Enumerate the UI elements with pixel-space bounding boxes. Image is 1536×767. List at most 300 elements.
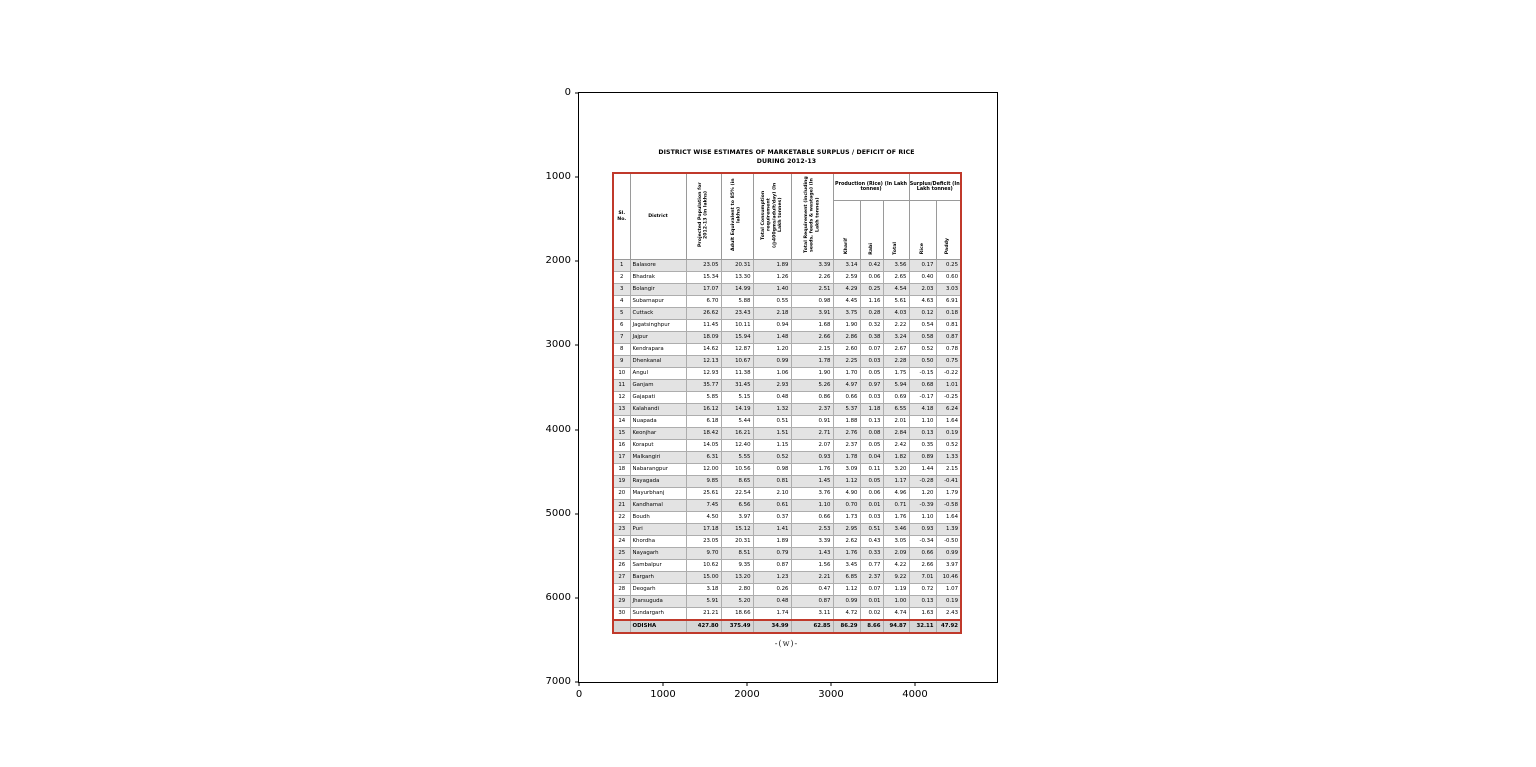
col-header-adult-equivalent: Adult Equivalent to 85% (in lakhs) [721, 173, 753, 259]
district-cell: Nuapada [630, 415, 686, 427]
col-group-production: Production (Rice) (In Lakh tonnes) [833, 173, 909, 201]
value-cell: 1.12 [833, 475, 860, 487]
value-cell: 0.98 [753, 463, 791, 475]
district-cell: Bolangir [630, 283, 686, 295]
table-row [613, 487, 961, 499]
value-cell: 1.78 [833, 451, 860, 463]
value-cell: 3.11 [791, 607, 833, 620]
value-cell: 0.05 [860, 475, 883, 487]
value-cell: 9 [613, 355, 630, 367]
y-tick-label: 7000 [545, 676, 571, 687]
value-cell: 0.05 [860, 439, 883, 451]
value-cell: 0.52 [936, 439, 961, 451]
value-cell: 5.20 [721, 595, 753, 607]
value-cell: 14 [613, 415, 630, 427]
rice-surplus-table [612, 172, 962, 633]
y-tick-mark [575, 93, 579, 94]
value-cell: 0.75 [936, 355, 961, 367]
value-cell: 0.66 [833, 391, 860, 403]
value-cell: 2.42 [883, 439, 909, 451]
x-tick-label: 2000 [734, 689, 760, 700]
value-cell: 3.03 [936, 283, 961, 295]
value-cell: 9.22 [883, 571, 909, 583]
value-cell: 1.64 [936, 415, 961, 427]
district-cell: Sundargarh [630, 607, 686, 620]
value-cell: 0.66 [791, 511, 833, 523]
value-cell: 94.87 [883, 620, 909, 633]
value-cell: 0.07 [860, 583, 883, 595]
value-cell: 0.79 [753, 547, 791, 559]
value-cell: 0.98 [791, 295, 833, 307]
value-cell: 1.10 [909, 511, 936, 523]
value-cell: 62.85 [791, 620, 833, 633]
district-cell: Gajapati [630, 391, 686, 403]
district-cell: Kalahandi [630, 403, 686, 415]
value-cell: 34.99 [753, 620, 791, 633]
col-header-district: District [630, 173, 686, 259]
scanned-document [612, 149, 961, 648]
value-cell: 4.03 [883, 307, 909, 319]
value-cell: 12.40 [721, 439, 753, 451]
y-tick-mark [575, 513, 579, 514]
document-title-line2: DURING 2012-13 [756, 157, 817, 165]
value-cell: 0.43 [860, 535, 883, 547]
value-cell: 0.26 [753, 583, 791, 595]
y-tick-mark [575, 177, 579, 178]
district-cell: ODISHA [630, 620, 686, 633]
value-cell: 4 [613, 295, 630, 307]
value-cell: 11.38 [721, 367, 753, 379]
value-cell: 2.86 [833, 331, 860, 343]
value-cell: 0.11 [860, 463, 883, 475]
value-cell: 4.54 [883, 283, 909, 295]
table-row [613, 583, 961, 595]
value-cell: 0.87 [753, 559, 791, 571]
value-cell: 1.44 [909, 463, 936, 475]
value-cell: 25.61 [686, 487, 721, 499]
value-cell: 12.00 [686, 463, 721, 475]
value-cell: 23.05 [686, 259, 721, 271]
table-row [613, 475, 961, 487]
value-cell: 0.51 [753, 415, 791, 427]
value-cell: 12.93 [686, 367, 721, 379]
value-cell: 0.87 [791, 595, 833, 607]
value-cell: 0.07 [860, 343, 883, 355]
value-cell: 0.91 [791, 415, 833, 427]
value-cell: 2.93 [753, 379, 791, 391]
value-cell: 0.13 [860, 415, 883, 427]
district-cell: Balasore [630, 259, 686, 271]
col-header-rabi: Rabi [860, 201, 883, 259]
value-cell: 0.93 [909, 523, 936, 535]
value-cell: 4.96 [883, 487, 909, 499]
value-cell: 2.62 [833, 535, 860, 547]
value-cell: -0.58 [936, 499, 961, 511]
value-cell: 9.35 [721, 559, 753, 571]
district-cell: Nayagarh [630, 547, 686, 559]
value-cell: 25 [613, 547, 630, 559]
value-cell: 6.70 [686, 295, 721, 307]
value-cell: 0.52 [909, 343, 936, 355]
district-cell: Bargarh [630, 571, 686, 583]
value-cell: 0.54 [909, 319, 936, 331]
value-cell: 23.43 [721, 307, 753, 319]
value-cell: -0.22 [936, 367, 961, 379]
value-cell: 1.16 [860, 295, 883, 307]
district-cell: Malkangiri [630, 451, 686, 463]
value-cell: 2.01 [883, 415, 909, 427]
value-cell: 30 [613, 607, 630, 620]
value-cell: 1.75 [883, 367, 909, 379]
value-cell: 1.90 [791, 367, 833, 379]
value-cell: 0.35 [909, 439, 936, 451]
col-header-population: Projected Population for 2012-13 (in lakhs) [686, 173, 721, 259]
value-cell: 31.45 [721, 379, 753, 391]
x-tick-mark [579, 682, 580, 686]
value-cell: 0.97 [860, 379, 883, 391]
value-cell: 0.48 [753, 595, 791, 607]
x-tick-label: 3000 [818, 689, 844, 700]
value-cell: 1.20 [909, 487, 936, 499]
y-tick-mark [575, 597, 579, 598]
document-title-line1: DISTRICT WISE ESTIMATES OF MARKETABLE SURPLUS / DEFICIT OF RICE [658, 149, 915, 156]
value-cell: 0.77 [860, 559, 883, 571]
col-header-requirement: Total Requirement (including seeds, feeds & wastage) (In Lakh tonnes) [791, 173, 833, 259]
value-cell: 3.18 [686, 583, 721, 595]
district-cell: Deogarh [630, 583, 686, 595]
footnote-mark: -(w)- [774, 638, 799, 648]
value-cell: 1.32 [753, 403, 791, 415]
value-cell: 0.86 [791, 391, 833, 403]
x-tick-label: 4000 [902, 689, 928, 700]
value-cell: 13 [613, 403, 630, 415]
document-title [612, 149, 961, 166]
value-cell: 5.91 [686, 595, 721, 607]
value-cell: 1.64 [936, 511, 961, 523]
table-row [613, 559, 961, 571]
value-cell: 2.71 [791, 427, 833, 439]
value-cell: 2.66 [909, 559, 936, 571]
value-cell: 0.70 [833, 499, 860, 511]
value-cell: 3.76 [791, 487, 833, 499]
table-row [613, 319, 961, 331]
value-cell: 14.05 [686, 439, 721, 451]
value-cell: 4.74 [883, 607, 909, 620]
value-cell: 13.30 [721, 271, 753, 283]
value-cell: 3.97 [936, 559, 961, 571]
value-cell: 22.54 [721, 487, 753, 499]
value-cell: 27 [613, 571, 630, 583]
value-cell: -0.41 [936, 475, 961, 487]
value-cell: 0.69 [883, 391, 909, 403]
value-cell: 1.00 [883, 595, 909, 607]
value-cell: 0.28 [860, 307, 883, 319]
value-cell: 23 [613, 523, 630, 535]
value-cell: 17.18 [686, 523, 721, 535]
value-cell: 16 [613, 439, 630, 451]
y-tick-label: 5000 [545, 507, 571, 519]
value-cell: 1.68 [791, 319, 833, 331]
value-cell: 28 [613, 583, 630, 595]
value-cell: 5 [613, 307, 630, 319]
value-cell: 1.76 [883, 511, 909, 523]
value-cell: 9.85 [686, 475, 721, 487]
value-cell: 1.41 [753, 523, 791, 535]
value-cell: 0.04 [860, 451, 883, 463]
value-cell: 26.62 [686, 307, 721, 319]
value-cell: 0.52 [753, 451, 791, 463]
district-cell: Boudh [630, 511, 686, 523]
value-cell: 0.72 [909, 583, 936, 595]
value-cell: 0.01 [860, 595, 883, 607]
value-cell: 0.40 [909, 271, 936, 283]
value-cell: 32.11 [909, 620, 936, 633]
value-cell: 0.37 [753, 511, 791, 523]
table-row [613, 535, 961, 547]
value-cell: 1.19 [883, 583, 909, 595]
value-cell: -0.28 [909, 475, 936, 487]
value-cell: 0.03 [860, 355, 883, 367]
value-cell: 2.76 [833, 427, 860, 439]
value-cell: 86.29 [833, 620, 860, 633]
value-cell: 3.14 [833, 259, 860, 271]
value-cell: 2.95 [833, 523, 860, 535]
value-cell: 1 [613, 259, 630, 271]
value-cell: 0.25 [936, 259, 961, 271]
value-cell: 0.58 [909, 331, 936, 343]
y-tick-mark [575, 429, 579, 430]
value-cell: 2.65 [883, 271, 909, 283]
value-cell: 0.02 [860, 607, 883, 620]
value-cell: 10.67 [721, 355, 753, 367]
value-cell: 29 [613, 595, 630, 607]
value-cell: 14.19 [721, 403, 753, 415]
value-cell [613, 620, 630, 633]
district-cell: Dhenkanal [630, 355, 686, 367]
value-cell: 19 [613, 475, 630, 487]
value-cell: -0.17 [909, 391, 936, 403]
value-cell: 1.18 [860, 403, 883, 415]
value-cell: 0.81 [936, 319, 961, 331]
value-cell: 26 [613, 559, 630, 571]
table-row [613, 607, 961, 620]
value-cell: 17.07 [686, 283, 721, 295]
value-cell: 0.06 [860, 487, 883, 499]
value-cell: 2.80 [721, 583, 753, 595]
table-row [613, 523, 961, 535]
value-cell: 375.49 [721, 620, 753, 633]
value-cell: 1.10 [791, 499, 833, 511]
value-cell: 2.18 [753, 307, 791, 319]
value-cell: 0.93 [791, 451, 833, 463]
x-tick-mark [663, 682, 664, 686]
value-cell: 3.45 [833, 559, 860, 571]
col-header-consumption: Total Consumption requirement (@400gms/adult/day) (In Lakh tonnes) [753, 173, 791, 259]
value-cell: 5.44 [721, 415, 753, 427]
table-row [613, 259, 961, 271]
value-cell: 0.17 [909, 259, 936, 271]
value-cell: 1.07 [936, 583, 961, 595]
value-cell: 7 [613, 331, 630, 343]
district-cell: Mayurbhanj [630, 487, 686, 499]
value-cell: 0.48 [753, 391, 791, 403]
value-cell: 2.43 [936, 607, 961, 620]
value-cell: 0.05 [860, 367, 883, 379]
value-cell: 15.94 [721, 331, 753, 343]
value-cell: 0.19 [936, 427, 961, 439]
table-row [613, 595, 961, 607]
value-cell: 2.51 [791, 283, 833, 295]
value-cell: 3.56 [883, 259, 909, 271]
value-cell: 35.77 [686, 379, 721, 391]
table-row [613, 415, 961, 427]
value-cell: 5.55 [721, 451, 753, 463]
value-cell: 4.22 [883, 559, 909, 571]
value-cell: 1.23 [753, 571, 791, 583]
value-cell: 5.94 [883, 379, 909, 391]
value-cell: 1.74 [753, 607, 791, 620]
table-body [613, 259, 961, 620]
value-cell: -0.50 [936, 535, 961, 547]
district-cell: Rayagada [630, 475, 686, 487]
x-tick-mark [915, 682, 916, 686]
table-row [613, 547, 961, 559]
value-cell: 5.37 [833, 403, 860, 415]
value-cell: 14.62 [686, 343, 721, 355]
value-cell: 1.26 [753, 271, 791, 283]
district-cell: Kandhamal [630, 499, 686, 511]
value-cell: 1.20 [753, 343, 791, 355]
table-row [613, 427, 961, 439]
table-row [613, 295, 961, 307]
value-cell: 5.85 [686, 391, 721, 403]
value-cell: 2.84 [883, 427, 909, 439]
value-cell: 1.76 [791, 463, 833, 475]
value-cell: 10.56 [721, 463, 753, 475]
value-cell: 0.99 [753, 355, 791, 367]
value-cell: 1.01 [936, 379, 961, 391]
value-cell: 21 [613, 499, 630, 511]
value-cell: 2.37 [791, 403, 833, 415]
value-cell: 3.05 [883, 535, 909, 547]
value-cell: 2.53 [791, 523, 833, 535]
district-cell: Jajpur [630, 331, 686, 343]
value-cell: 2.25 [833, 355, 860, 367]
value-cell: 3.97 [721, 511, 753, 523]
value-cell: 2.37 [833, 439, 860, 451]
value-cell: 2.15 [791, 343, 833, 355]
value-cell: 1.33 [936, 451, 961, 463]
value-cell: 1.90 [833, 319, 860, 331]
district-cell: Jagatsinghpur [630, 319, 686, 331]
table-row [613, 511, 961, 523]
district-cell: Keonjhar [630, 427, 686, 439]
table-row [613, 355, 961, 367]
value-cell: 4.90 [833, 487, 860, 499]
district-cell: Nabarangpur [630, 463, 686, 475]
col-header-rice: Rice [909, 201, 936, 259]
value-cell: 0.68 [909, 379, 936, 391]
value-cell: 2.21 [791, 571, 833, 583]
table-row [613, 343, 961, 355]
value-cell: 1.15 [753, 439, 791, 451]
district-cell: Subarnapur [630, 295, 686, 307]
value-cell: 20 [613, 487, 630, 499]
value-cell: 1.48 [753, 331, 791, 343]
value-cell: 1.76 [833, 547, 860, 559]
district-cell: Koraput [630, 439, 686, 451]
value-cell: 7.45 [686, 499, 721, 511]
district-cell: Puri [630, 523, 686, 535]
value-cell: 0.38 [860, 331, 883, 343]
value-cell: 2.66 [791, 331, 833, 343]
value-cell: 0.78 [936, 343, 961, 355]
value-cell: 1.89 [753, 535, 791, 547]
value-cell: 14.99 [721, 283, 753, 295]
value-cell: 23.05 [686, 535, 721, 547]
value-cell: 12.87 [721, 343, 753, 355]
value-cell: 0.08 [860, 427, 883, 439]
value-cell: 2.03 [909, 283, 936, 295]
value-cell: 0.33 [860, 547, 883, 559]
value-cell: 2.09 [883, 547, 909, 559]
district-cell: Sambalpur [630, 559, 686, 571]
value-cell: -0.34 [909, 535, 936, 547]
value-cell: 24 [613, 535, 630, 547]
y-tick-mark [575, 261, 579, 262]
value-cell: 12 [613, 391, 630, 403]
value-cell: 0.60 [936, 271, 961, 283]
plot-area [545, 87, 998, 700]
value-cell: 4.63 [909, 295, 936, 307]
value-cell: 2.67 [883, 343, 909, 355]
value-cell: 2.37 [860, 571, 883, 583]
value-cell: 1.10 [909, 415, 936, 427]
value-cell: 5.15 [721, 391, 753, 403]
value-cell: 8.51 [721, 547, 753, 559]
value-cell: 47.92 [936, 620, 961, 633]
value-cell: 2.10 [753, 487, 791, 499]
value-cell: 3.24 [883, 331, 909, 343]
value-cell: 0.25 [860, 283, 883, 295]
value-cell: 2.15 [936, 463, 961, 475]
table-header [613, 173, 961, 259]
value-cell: 11 [613, 379, 630, 391]
value-cell: 0.13 [909, 595, 936, 607]
value-cell: -0.25 [936, 391, 961, 403]
value-cell: 20.31 [721, 535, 753, 547]
district-cell: Kendrapara [630, 343, 686, 355]
value-cell: 1.51 [753, 427, 791, 439]
value-cell: 2.28 [883, 355, 909, 367]
x-tick-label: 0 [575, 689, 583, 700]
value-cell: 22 [613, 511, 630, 523]
value-cell: 0.94 [753, 319, 791, 331]
value-cell: 1.78 [791, 355, 833, 367]
value-cell: 5.26 [791, 379, 833, 391]
value-cell: 0.18 [936, 307, 961, 319]
table-row [613, 463, 961, 475]
value-cell: 16.12 [686, 403, 721, 415]
y-tick-label: 2000 [545, 255, 571, 267]
value-cell: 21.21 [686, 607, 721, 620]
y-tick-label: 0 [564, 87, 571, 98]
value-cell: 1.39 [936, 523, 961, 535]
district-cell: Khordha [630, 535, 686, 547]
table-row [613, 499, 961, 511]
col-header-paddy: Paddy [936, 201, 961, 259]
value-cell: 0.61 [753, 499, 791, 511]
